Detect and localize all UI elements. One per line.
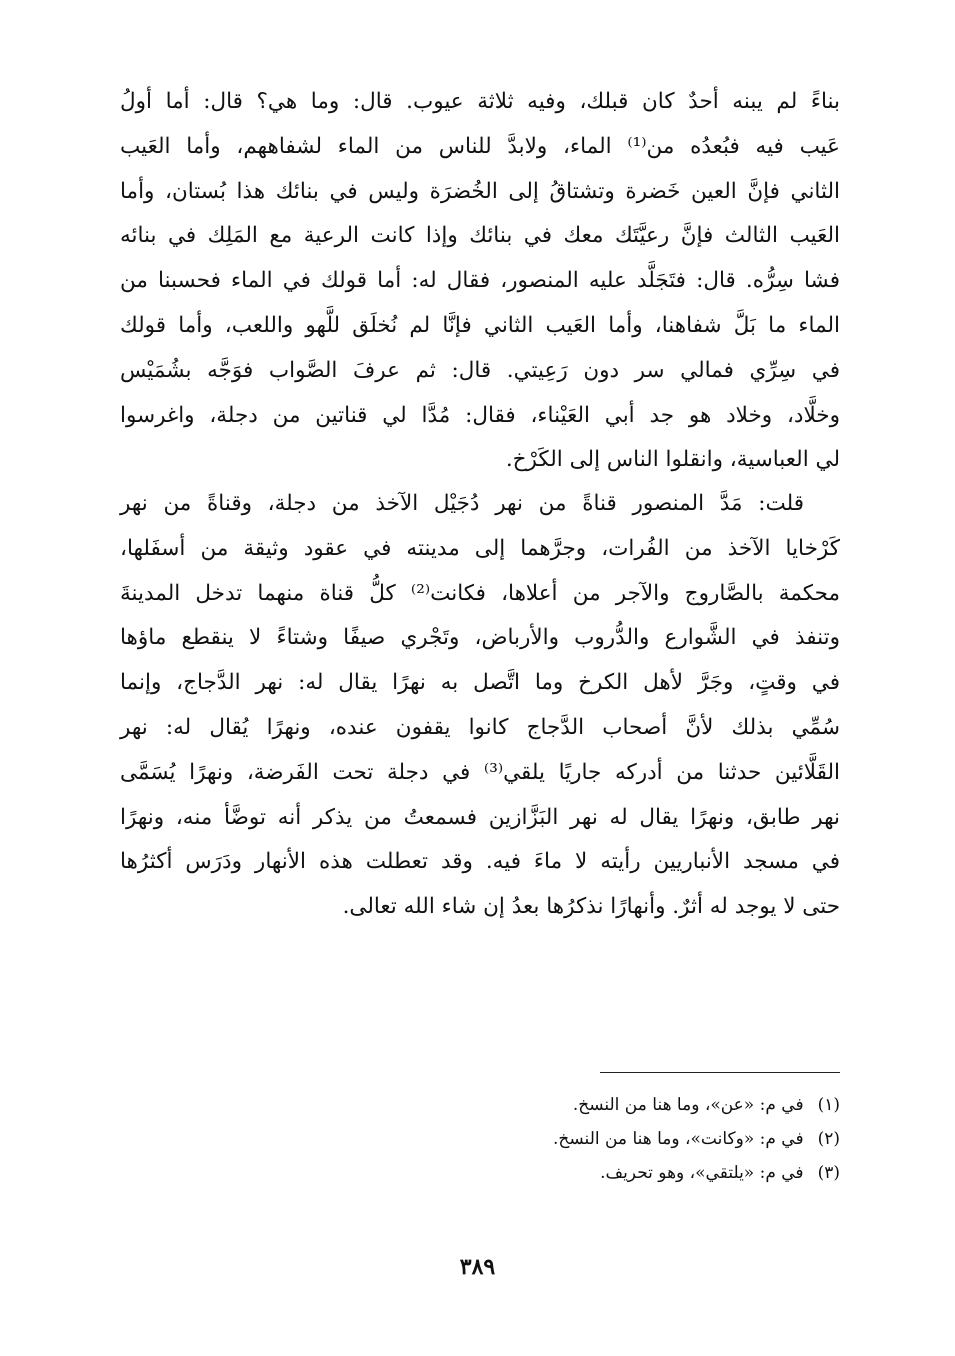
- text-line: الماء ما بَلَّ شفاهنا، وأما العَيب الثاني فإنَّا لم نُخلَق للَّهو واللعب، وأما قولك: [120, 312, 840, 338]
- text-line: لي العباسية، وانقلوا الناس إلى الكَرْخ.: [505, 447, 840, 473]
- footnote-divider: [600, 1072, 840, 1073]
- text-line: بناءً لم يبنه أحدٌ كان قبلك، وفيه ثلاثة عيوب. قال: وما هي؟ قال: أما أولُ: [120, 89, 840, 114]
- footnote-text: في م: «يلتقي»، وهو تحريف.: [600, 1163, 804, 1183]
- text-line: وتنفذ في الشَّوارع والدُّروب والأرباض، وتَجْري صيفًا وشتاءً لا ينقطع ماؤها: [120, 625, 840, 651]
- text-line: الثاني فإنَّ العين خَضرة وتشتاقُ إلى الخُضرَة وليس في بنائك هذا بُستان، وأما: [120, 178, 840, 204]
- text-line: عَيب فيه فبُعدُه من⁽¹⁾ الماء، ولابدَّ للناس من الماء لشفاههم، وأما العَيب: [120, 133, 840, 159]
- text-line: في وقتٍ، وجَرَّ لأهل الكرخ وما اتَّصل به نهرًا يقال له: نهر الدَّجاج، وإنما: [120, 670, 840, 696]
- text-line: فشا سِرُّه. قال: فتَجَلَّد عليه المنصور، فقال له: أما قولك في الماء فحسبنا من: [120, 268, 840, 294]
- text-line: حتى لا يوجد له أثرٌ. وأنهارًا نذكرُها بعدُ إن شاء الله تعالى.: [342, 894, 840, 920]
- footnote-1: [300, 1088, 840, 1122]
- footnote-number: (٢): [817, 1129, 840, 1149]
- footnote-text: في م: «عن»، وما هنا من النسخ.: [572, 1095, 804, 1115]
- footnote-2: [300, 1122, 840, 1156]
- text-line: في مسجد الأنباريين رأيته لا ماءَ فيه. وقد تعطلت هذه الأنهار ودَرَس أكثرُها: [120, 849, 840, 875]
- footnotes: [300, 1088, 840, 1190]
- text-line: محكمة بالصَّاروج والآجر من أعلاها، فكانت⁽²⁾ كلُّ قناة منهما تدخل المدينةَ: [120, 580, 841, 606]
- paragraph-1: [120, 80, 840, 483]
- text-line: القَلَّائين حدثنا من أدركه جاريًا يلقي⁽³⁾ في دجلة تحت الفَرضة، ونهرًا يُسَمَّى: [120, 759, 840, 785]
- text-line: في سِرِّي فمالي سر دون رَعِيتي. قال: ثم عرفَ الصَّواب فوَجَّه بشُمَيْس: [120, 357, 840, 383]
- page-number: ٣٨٩: [459, 1254, 496, 1280]
- footnote-3: [300, 1156, 840, 1190]
- text-line: نهر طابق، ونهرًا يقال له نهر البَزَّازين فسمعتُ من يذكر أنه توضَّأ منه، ونهرًا: [120, 804, 840, 830]
- text-line: العَيب الثالث فإنَّ رعيَّتَك معك في بنائك وإذا كانت الرعية مع المَلِك في بنائه: [120, 223, 840, 249]
- paragraph-2: [120, 482, 840, 930]
- text-line: وخلَّاد، وخلاد هو جد أبي العَيْناء، فقال: مُدَّا لي قناتين من دجلة، واغرسوا: [120, 402, 840, 428]
- text-line: قلت: مَدَّ المنصور قناةً من نهر دُجَيْل الآخذ من دجلة، وقناةً من نهر: [120, 491, 804, 516]
- footnote-number: (٣): [817, 1163, 840, 1183]
- text-line: سُمِّي بذلك لأنَّ أصحاب الدَّجاج كانوا يقفون عنده، ونهرًا يُقال له: نهر: [120, 714, 840, 740]
- footnote-number: (١): [817, 1095, 840, 1115]
- text-line: كَرْخايا الآخذ من الفُرات، وجرَّهما إلى مدينته في عقود وثيقة من أسفَلها،: [120, 535, 840, 561]
- footnote-text: في م: «وكانت»، وما هنا من النسخ.: [553, 1129, 804, 1149]
